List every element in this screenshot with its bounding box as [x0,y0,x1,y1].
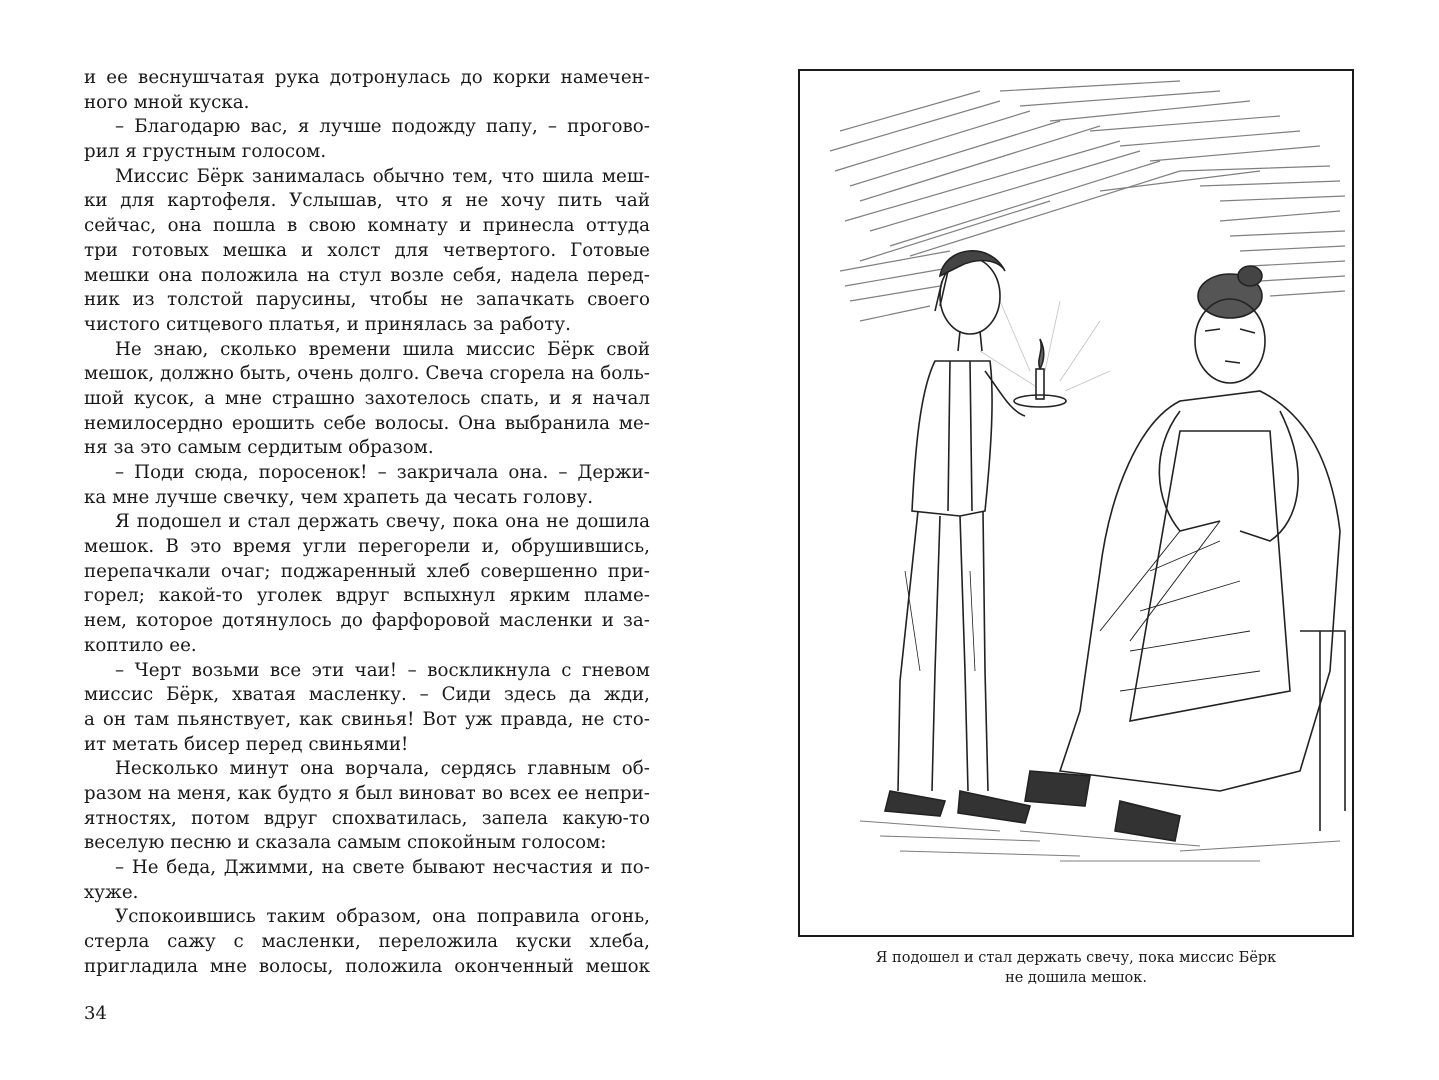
text-line: – Поди сюда, поросенок! – закричала она. – Держи- [115,462,650,483]
text-line: – Черт возьми все эти чаи! – воскликнула с гневом [115,659,650,681]
candle-glow [980,301,1110,391]
text-line: разом на меня, как будто я был виноват во всех ее непри- [84,782,650,804]
right-page [798,69,1354,937]
text-line: а он там пьянствует, как свинья! Вот уж правда, не сто- [84,708,650,730]
text-line: – Не беда, Джимми, на свете бывают несчастия и по- [115,857,650,878]
text-line: чистого ситцевого платья, и принялась за работу. [84,313,571,335]
left-page-text [84,66,650,979]
text-line: сейчас, она пошла в свою комнату и принесла оттуда [84,215,650,237]
text-line: шой кусок, а мне страшно захотелось спать, и я начал [84,387,650,409]
caption-line-2: не дошила мешок. [1005,970,1147,986]
illustration-caption [798,948,1354,988]
text-line: немилосердно ерошить себе волосы. Она выбранила ме- [84,412,650,434]
text-line: коптило ее. [84,634,197,656]
text-line: горел; какой-то уголек вдруг вспыхнул ярким пламе- [84,585,650,607]
text-line: нем, которое дотянулось до фарфоровой масленки и за- [84,610,650,632]
text-line: и ее веснушчатая рука дотронулась до корки намечен- [84,67,650,88]
text-line: веселую песню и сказала самым спокойным голосом: [84,832,607,854]
text-line: ит метать бисер перед свиньями! [84,733,409,755]
text-line: Миссис Бёрк занималась обычно тем, что шила меш- [115,165,650,187]
text-line: Успокоившись таким образом, она поправила огонь, [115,906,650,928]
text-line: мешок, должно быть, очень долго. Свеча сгорела на боль- [84,363,650,385]
text-line: стерла сажу с масленки, переложила куски хлеба, [84,931,650,953]
text-line: мешки она положила на стул возле себя, надела перед- [84,264,650,286]
text-line: мешок. В это время угли перегорели и, обрушившись, [84,536,650,558]
text-line: Я подошел и стал держать свечу, пока она не дошила [115,511,650,533]
page-number: 34 [84,1003,107,1024]
text-line: Несколько минут она ворчала, сердясь главным об- [115,758,650,780]
text-line: ного мной куска. [84,91,250,113]
pencil-sketch-illustration [800,71,1352,935]
caption-line-1: Я подошел и стал держать свечу, пока миссис Бёрк [875,950,1277,966]
background-hatching [830,81,1345,321]
text-line: хуже. [84,881,139,903]
text-line: три готовых мешка и холст для четвертого. Готовые [84,239,650,261]
text-line: ня за это самым сердитым образом. [84,437,434,459]
text-line: Не знаю, сколько времени шила миссис Бёрк свой [115,338,650,360]
illustration-frame [798,69,1354,937]
woman-figure [1025,266,1345,841]
boy-figure [885,251,1066,823]
text-line: перепачкали очаг; поджаренный хлеб совершенно при- [84,560,650,582]
text-line: ки для картофеля. Услышав, что я не хочу пить чай [84,190,650,212]
floor-hatching [860,821,1340,861]
text-line: ник из толстой парусины, чтобы не запачкать своего [84,289,650,311]
text-line: – Благодарю вас, я лучше подожду папу, – прогово- [115,116,650,138]
text-line: рил я грустным голосом. [84,141,327,163]
text-line: ка мне лучше свечку, чем храпеть да чесать голову. [84,486,594,508]
text-line: ятностях, потом вдруг спохватилась, запела какую-то [84,807,650,829]
text-line: миссис Бёрк, хватая масленку. – Сиди здесь да жди, [84,684,650,706]
text-line: пригладила мне волосы, положила оконченный мешок [84,955,650,977]
